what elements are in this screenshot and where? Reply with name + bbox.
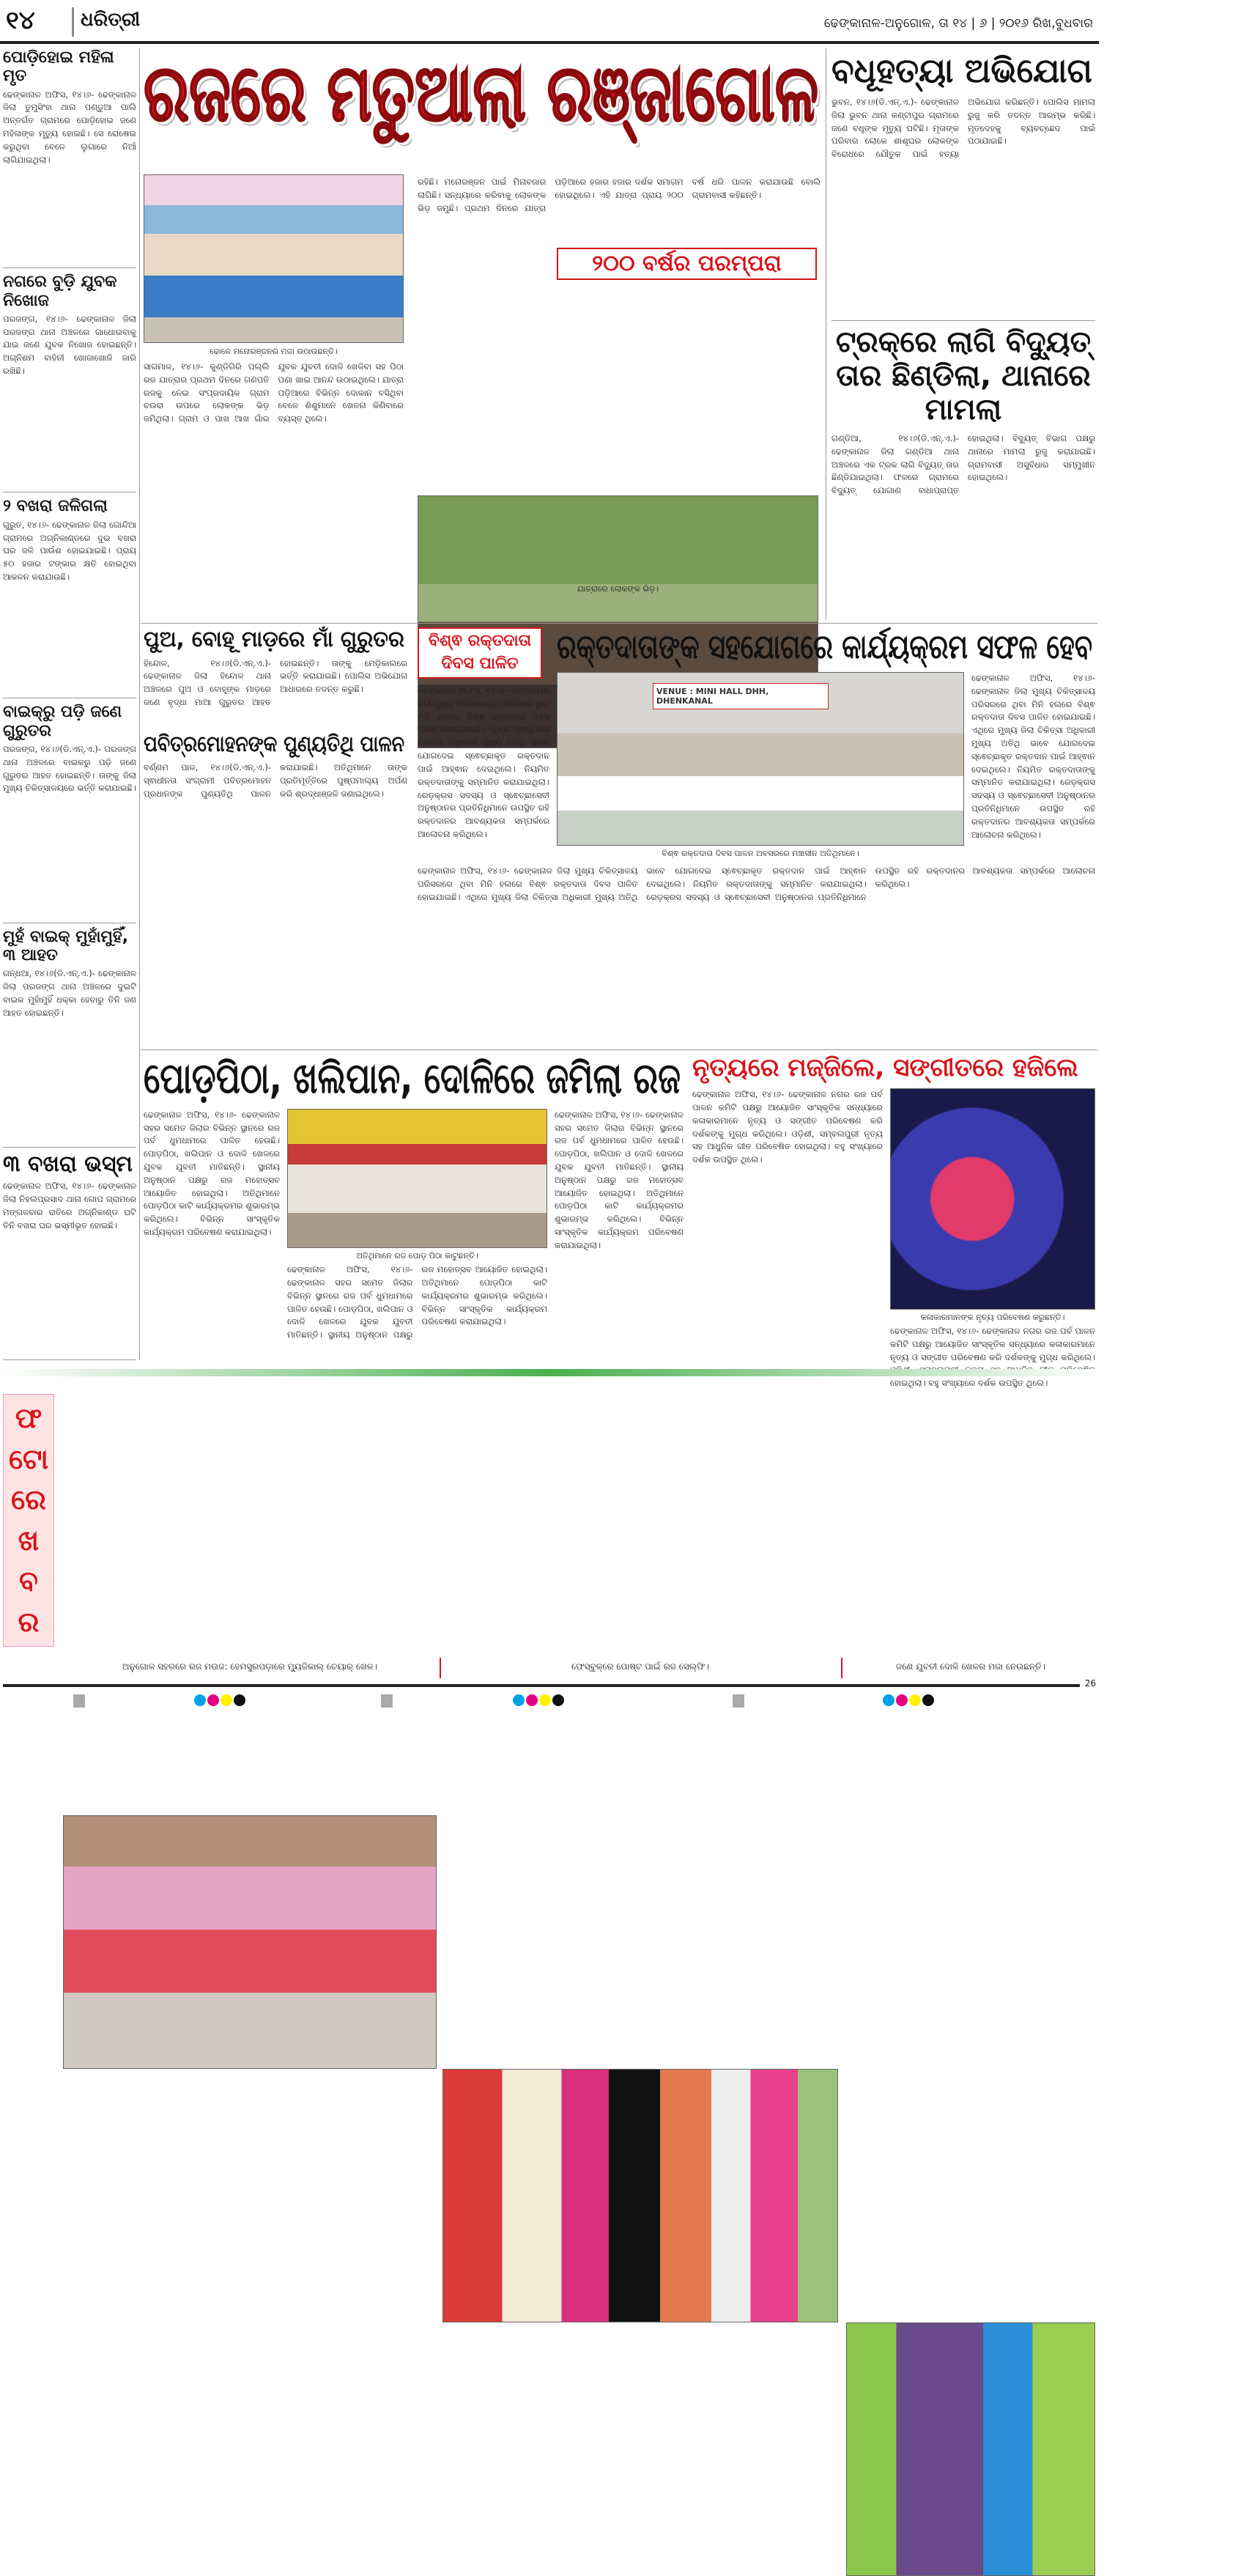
subhead-box-text: ୨୦୦ ବର୍ଷର ପରମ୍ପରା (592, 251, 782, 276)
photo-caption: ଢୋଳେ ମନୋରଞ୍ଜନର ମଜା ଉଠାଉଛନ୍ତି। (210, 347, 338, 356)
color-swatch (513, 1694, 525, 1706)
article-body: ରହିଛି। ମନୋରଞ୍ଜନ ପାଇଁ ମିନାବଜାର ଲାଗିଛି। ସନ୍ଧ୍ୟାରେ କରିବାକୁ ଲୋକଙ୍କ ଭିଡ଼ ଜମୁଛି। ପ୍ରଥମ ଦିନରେ ଯାତ୍ରା ପଡ଼ିଆରେ ହଜାର ହଜାର ଦର୍ଶକ ସମାଗମ ହୋଇଥିଲେ। ଏହି ଯାତ୍ରା ପ୍ରାୟ ୨୦୦ ବର୍ଷ ଧରି ପାଳନ କରାଯାଉଛି ବୋଲି ଗ୍ରାମବାସୀ କହିଛନ୍ତି। (418, 177, 821, 213)
photo-caption: କଳାକାରମାନଙ୍କ ନୃତ୍ୟ ପରିବେଷଣ କରୁଛନ୍ତି। (920, 1312, 1065, 1322)
footer-rule (3, 1684, 1080, 1687)
left-headline: ମୁହଁ ବାଇକ୍ ମୁହାଁମୁହିଁ, ୩ ଆହତ (3, 927, 129, 964)
headline-blood-donors (557, 627, 1095, 666)
cmyk-swatches (883, 1694, 936, 1709)
cmyk-swatches (513, 1694, 566, 1709)
photo-caption: ଅନୁଗୋଳ ସହରରେ ରଜ ମଉଜ: ହେମସୁରପଡ଼ାରେ ମ୍ୟୁଜିକାଲ୍ ଚେୟାର୍ ଖେଳ। (122, 1661, 377, 1672)
article-body: ଢେଙ୍କାନାଳ ଅଫିସ, ୧୪।୬- ଢେଙ୍କାନାଳ ସହର ସମେତ ଜିଲାର ବିଭିନ୍ନ ସ୍ଥାନରେ ରଜ ପର୍ବ ଧୁମଧାମରେ ପାଳିତ ହେଉଛି। ପୋଡ଼ପିଠା, ଖଲିପାନ ଓ ଦୋଳି ଖେଳରେ ଯୁବକ ଯୁବତୀ ମାତିଛନ୍ତି। ସ୍ଥାନୀୟ ଅନୁଷ୍ଠାନ ପକ୍ଷରୁ ରଜ ମହୋତ୍ସବ ଆୟୋଜିତ ହୋଇଥିଲା। ଅତିଥିମାନେ ପୋଡ଼ପିଠା କାଟି କାର୍ଯ୍ୟକ୍ରମର ଶୁଭାରମ୍ଭ କରିଥିଲେ। ବିଭିନ୍ନ ସାଂସ୍କୃତିକ କାର୍ଯ୍ୟକ୍ରମ ପରିବେଷଣ କରାଯାଇଥିଲା। (287, 1264, 547, 1340)
column-divider (139, 48, 140, 1360)
article-body: ବର୍ଣ୍ଣମ ପାଳ, ୧୪।୬(ଡି.ଏନ୍.ଏ.)- ସ୍ଵାଧୀନତା ସଂଗ୍ରାମୀ ପବିତ୍ରମୋହନ ପ୍ରଧାନଙ୍କ ପୁଣ୍ୟତିଥି ପାଳନ କରାଯାଇଛି। ଅତିଥିମାନେ ତାଙ୍କ ପ୍ରତିମୂର୍ତ୍ତିରେ ପୁଷ୍ପମାଲ୍ୟ ଅର୍ପଣ କରି ଶ୍ରଦ୍ଧାଞ୍ଜଳି ଜଣାଇଥିଲେ। (144, 762, 407, 799)
headline-mother-beaten (144, 627, 407, 653)
color-swatch (207, 1694, 219, 1706)
left-headline: ବାଇକ୍‌ରୁ ପଡ଼ି ଜଣେ ଗୁରୁତର (3, 703, 122, 740)
caption-divider (440, 1658, 441, 1678)
cmyk-swatches (194, 1694, 247, 1709)
headline-text: ବଧୂହତ୍ୟା ଅଭିଯୋଗ (831, 51, 1092, 90)
divider (3, 1147, 136, 1148)
headline-raja-festival (144, 1054, 684, 1103)
photo-feature-title (3, 1394, 54, 1647)
color-swatch (883, 1694, 894, 1706)
article-body: ଢେଙ୍କାନାଳ ଅଫିସ, ୧୪।୬- ଢେଙ୍କାନାଳ ନଗର ରଜ ପର୍ବ ପାଳନ କମିଟି ପକ୍ଷରୁ ଆୟୋଜିତ ସାଂସ୍କୃତିକ ସନ୍ଧ୍ୟାରେ କଳାକାରମାନେ ନୃତ୍ୟ ଓ ସଙ୍ଗୀତ ପରିବେଷଣ କରି ଦର୍ଶକଙ୍କୁ ମୁଗ୍ଧ କରିଥିଲେ। ହୋଇଥିଲା। ବହୁ ସଂଖ୍ୟାରେ ଦର୍ଶକ ଉପସ୍ଥିତ ଥିଲେ। (890, 1326, 1095, 1389)
blood-donor-day-box: ବିଶ୍ଵ ରକ୍ତଦାତା ଦିବସ ପାଳିତ (418, 627, 542, 679)
color-swatch (922, 1694, 934, 1706)
headline-text: ରକ୍ତଦାତାଙ୍କ ସହଯୋଗରେ କାର୍ଯ୍ୟକ୍ରମ ସଫଳ ହେବ (557, 627, 1092, 666)
photo-caption: ଫେସ୍‌ବୁକ୍‌ରେ ପୋଷ୍ଟ ପାଇଁ ରଜ ସେଲ୍‌ଫି। (571, 1661, 709, 1672)
rides-photo (144, 174, 404, 343)
article-body: ପରଜଙ୍ଗ, ୧୪।୬- ଢେଙ୍କାନାଳ ଜିଲା ପରଜଙ୍ଗ ଥାନା ଅଞ୍ଚଳରେ ଗାଧୋଇବାକୁ ଯାଇ ଜଣେ ଯୁବକ ନିଖୋଜ ହୋଇଛନ୍ତି। ଅଗ୍ନିଶମ ବାହିନୀ ଖୋଜାଖୋଜି ଜାରି ରଖିଛି। (3, 313, 136, 377)
pitha-cutting-photo (287, 1109, 547, 1248)
headline-dance-music (692, 1054, 1095, 1082)
left-headline: ୨ ବଖରା ଜଳିଗଲା (3, 497, 108, 516)
right-column (831, 51, 1095, 619)
feature-title-char: ବ (19, 1565, 38, 1598)
dance-music-story (692, 1053, 1095, 1389)
raja-festival-story (144, 1054, 684, 1363)
feature-top-rule (0, 1369, 1099, 1376)
feature-title-char: ଖ (18, 1524, 40, 1557)
article-body: ଢେଙ୍କାନାଳ ଅଫିସ, ୧୪।୬- ଢେଙ୍କାନାଳ ଜିଲା ତୁମୁସିଂହା ଥାନା ପଣ୍ଡୁଆ ପାଲି ଅନ୍ତର୍ଗତ ଗ୍ରାମରେ ପୋଡ଼ିହୋଇ ଜଣେ ମହିଳାଙ୍କ ମୃତ୍ୟୁ ହୋଇଛି। ସେ ରୋଷେଇ କରୁଥିବା ବେଳେ ଲୁଗାରେ ନିଆଁ ଲାଗିଯାଇଥିଲା। (3, 89, 136, 165)
color-swatch (552, 1694, 564, 1706)
photo-caption: ଅତିଥିମାନେ ରଜ ପୋଡ଼ ପିଠା କାଟୁଛନ୍ତି। (356, 1250, 478, 1261)
folio-number: 26 (1084, 1678, 1096, 1689)
headline-dowry-death (831, 51, 1095, 90)
gray-swatch (381, 1694, 393, 1708)
gray-swatch (733, 1694, 744, 1708)
color-swatch (896, 1694, 908, 1706)
photo-caption: ଜଣେ ଯୁବତୀ ଦୋଳି ଖେଳର ମଜା ନେଉଛନ୍ତି। (895, 1661, 1046, 1672)
article-body: ଢେଙ୍କାନାଳ ଅଫିସ, ୧୪।୬- ଢେଙ୍କାନାଳ ଜିଲା ମୁଖ୍ୟ ଚିକିତ୍ସାଳୟ ପରିସରରେ ଥିବା ମିନି ହଲରେ ବିଶ୍ଵ ରକ୍ତଦାତା ଦିବସ ପାଳିତ ହୋଇଯାଇଛି। ଏଥିରେ ମୁଖ୍ୟ ଜିଲା ଚିକିତ୍ସା ଅଧିକାରୀ ମୁଖ୍ୟ ଅତିଥି ଭାବେ ଯୋଗଦେଇ ସ୍ଵେଚ୍ଛାକୃତ ରକ୍ତଦାନ ପାଇଁ ଆହ୍ଵାନ ଦେଇଥିଲେ। ନିୟମିତ ରକ୍ତଦାତାଙ୍କୁ ସମ୍ମାନିତ କରାଯାଇଥିଲା। ରେଡ଼କ୍ରସ ସଦସ୍ୟ ଓ ସ୍ଵେଚ୍ଛାସେବୀ ଅନୁଷ୍ଠାନର ପ୍ରତିନିଧିମାନେ ଉପସ୍ଥିତ ରହି ରକ୍ତଦାନର ଆବଶ୍ୟକତା ସମ୍ପର୍କରେ ଆଲୋଚନା କରିଥିଲେ। (418, 866, 1095, 902)
color-swatch (526, 1694, 538, 1706)
headline-text: ପୁଅ, ବୋହୂ ମାଡ଼ରେ ମାଁ ଗୁରୁତର (144, 627, 404, 652)
left-headline: ୩ ବଖରା ଭସ୍ମ (3, 1151, 133, 1177)
left-headline: ନଗରେ ବୁଡ଼ି ଯୁବକ ନିଖୋଜ (3, 273, 117, 310)
article-body: ପରଜଙ୍ଗ, ୧୪।୬(ଡି.ଏନ୍.ଏ.)- ପରଜଙ୍ଗ ଥାନା ଅଞ୍ଚଳରେ ବାଇକରୁ ପଡ଼ି ଜଣେ ଗୁରୁତର ଆହତ ହୋଇଛନ୍ତି। ତାଙ୍କୁ ଜିଲା ମୁଖ୍ୟ ଚିକିତ୍ସାଳୟରେ ଭର୍ତ୍ତି କରାଯାଇଛି। (3, 744, 136, 794)
dance-photo (890, 1088, 1095, 1310)
article-body: ହିନ୍ଦୋଳ, ୧୪।୬(ଡି.ଏନ୍.ଏ.)- ଢେଙ୍କାନାଳ ଜିଲା ହିନ୍ଦୋଳ ଥାନା ଅଞ୍ଚଳରେ ପୁଅ ଓ ବୋହୂଙ୍କ ମାଡ଼ରେ ଜଣେ ବୃଦ୍ଧା ମାଆ ଗୁରୁତର ଆହତ ହୋଇଛନ୍ତି। ତାଙ୍କୁ ମେଡ଼ିକାଲରେ ଭର୍ତ୍ତି କରାଯାଇଛି। ପୋଲିସ ଅଭିଯୋଗ ଆଧାରରେ ତଦନ୍ତ କରୁଛି। (144, 657, 407, 707)
caption-divider (841, 1658, 842, 1678)
left-headline: ପୋଡ଼ିହୋଇ ମହିଳା ମୃତ (3, 48, 114, 86)
main-headline (144, 48, 821, 151)
color-swatch (194, 1694, 206, 1706)
feature-title-char: ଫ (15, 1402, 42, 1435)
feature-title-char: ରେ (11, 1483, 46, 1516)
headline-death-anniversary (144, 732, 407, 758)
selfie-photo (442, 2069, 838, 2322)
color-swatch (234, 1694, 245, 1706)
left-column (3, 48, 136, 1360)
article-body: ଭୁବନ, ୧୪।୬(ଡି.ଏନ୍.ଏ.)- ଢେଙ୍କାନାଳ ଜିଲା ଭୁବନ ଥାନା କଣ୍ଟାପୁର ଗ୍ରାମରେ ଜଣେ ବଧୂଙ୍କ ମୃତ୍ୟୁ ଘଟିଛି। ମୃତାଙ୍କ ପରିବାର ଲୋକେ ଶାଶୂଘର ଲୋକଙ୍କ ବିରୋଧରେ ଯୌତୁକ ପାଇଁ ହତ୍ୟା ଅଭିଯୋଗ କରିଛନ୍ତି। ପୋଲିସ ମାମଲା ରୁଜୁ କରି ତଦନ୍ତ ଆରମ୍ଭ କରିଛି। ମୃତଦେହକୁ ବ୍ୟବଚ୍ଛେଦ ପାଇଁ ପଠାଯାଇଛି। (831, 96, 1095, 160)
header-divider (72, 7, 74, 37)
print-registration-marks (0, 1694, 1099, 1709)
article-body: ଢେଙ୍କାନାଳ ଅଫିସ, ୧୪।୬- ଢେଙ୍କାନାଳ ଜିଲା ନିହଲପ୍ରସାଦ ଥାନା ଗୋପ ଗ୍ରାମରେ ମଙ୍ଗଳବାର ରାତିରେ ଅଗ୍ନିକାଣ୍ଡ ଘଟି ତିନି ବଖରା ଘର ଭସ୍ମୀଭୂତ ହୋଇଛି। (3, 1181, 136, 1230)
dateline: ଢେଙ୍କାନାଳ-ଅନୁଗୋଳ, ତା ୧୪ | ୬ | ୨୦୧୬ ରିଖ,ବୁଧବାର (823, 16, 1093, 31)
divider (831, 320, 1095, 321)
divider (3, 267, 136, 268)
divider (141, 623, 1097, 624)
header-rule (0, 41, 1099, 44)
article-body: ଗନ୍ଧଆ, ୧୪।୬(ଡି.ଏନ୍.ଏ.)- ଢେଙ୍କାନାଳ ଜିଲା ପରଜଙ୍ଗ ଥାନା ଅଞ୍ଚଳରେ ଦୁଇଟି ବାଇକ ମୁହାଁମୁହିଁ ଧକ୍କା ହେବାରୁ ତିନି ଜଣ ଆହତ ହୋଇଛନ୍ତି। (3, 968, 136, 1018)
photo-caption: ଯାତ୍ରାରେ ଲୋକଙ୍କ ଭିଡ଼। (577, 584, 659, 594)
divider (141, 1049, 1097, 1050)
middle-left-column (144, 627, 407, 1047)
article-body: ଗଣ୍ଡିଆ, ୧୪।୬(ଡି.ଏନ୍.ଏ.)- ଢେଙ୍କାନାଳ ଜିଲା ଗଣ୍ଡିଆ ଥାନା ଅଞ୍ଚଳରେ ଏକ ଟ୍ରକ ଲାଗି ବିଦ୍ୟୁତ୍ ତାର ଛିଣ୍ଡିଯାଇଥିଲା। ଫଳରେ ଗ୍ରାମରେ ବିଦ୍ୟୁତ୍ ଯୋଗାଣ ବାଧାପ୍ରାପ୍ତ ହୋଇଥିଲା। ବିଦ୍ୟୁତ୍ ବିଭାଗ ପକ୍ଷରୁ ଥାନାରେ ମାମଲା ରୁଜୁ କରାଯାଇଛି। ଗ୍ରାମବାସୀ ଅସୁବିଧାର ସମ୍ମୁଖୀନ ହୋଇଥିଲେ। (831, 432, 1095, 496)
color-swatch (539, 1694, 551, 1706)
blood-donor-event-photo (557, 672, 964, 846)
divider (3, 1359, 136, 1360)
article-body: ଢେଙ୍କାନାଳ ଅଫିସ, ୧୪।୬- ଢେଙ୍କାନାଳ ସହର ସମେତ ଜିଲାର ବିଭିନ୍ନ ସ୍ଥାନରେ ରଜ ପର୍ବ ଧୁମଧାମରେ ପାଳିତ ହେଉଛି। ପୋଡ଼ପିଠା, ଖଲିପାନ ଓ ଦୋଳି ଖେଳରେ ଯୁବକ ଯୁବତୀ ମାତିଛନ୍ତି। ସ୍ଥାନୀୟ ଅନୁଷ୍ଠାନ ପକ୍ଷରୁ ରଜ ମହୋତ୍ସବ ଆୟୋଜିତ ହୋଇଥିଲା। ଅତିଥିମାନେ ପୋଡ଼ପିଠା କାଟି କାର୍ଯ୍ୟକ୍ରମର ଶୁଭାରମ୍ଭ କରିଥିଲେ। ବିଭିନ୍ନ ସାଂସ୍କୃତିକ କାର୍ଯ୍ୟକ୍ରମ ପରିବେଷଣ କରାଯାଇଥିଲା। (144, 1109, 280, 1237)
gray-swatch (73, 1694, 85, 1708)
article-body: ଗୁରୁତ, ୧୪।୬- ଢେଙ୍କାନାଳ ଜିଲା ଗୋନ୍ଦିଆ ଗ୍ରାମରେ ଅଗ୍ନିକାଣ୍ଡରେ ଦୁଇ ବଖରା ଘର ଜଳି ପାଉଁଶ ହୋଇଯାଇଛି। ପ୍ରାୟ ୫୦ ହଜାର ଟଙ୍କାର କ୍ଷତି ହୋଇଥିବା ଆକଳନ କରାଯାଉଛି। (3, 519, 136, 583)
event-banner: VENUE : MINI HALL DHH, DHENKANAL (653, 683, 829, 709)
article-body: ଢେଙ୍କାନାଳ ଅଫିସ, ୧୪।୬- ଢେଙ୍କାନାଳ ଜିଲା ମୁଖ୍ୟ ଚିକିତ୍ସାଳୟ ପରିସରରେ ଥିବା ମିନି ହଲରେ ବିଶ୍ଵ ରକ୍ତଦାତା ଦିବସ ପାଳିତ ହୋଇଯାଇଛି। ଏଥିରେ ମୁଖ୍ୟ ଜିଲା ଚିକିତ୍ସା ଅଧିକାରୀ ମୁଖ୍ୟ ଅତିଥି ଭାବେ ଯୋଗଦେଇ ସ୍ଵେଚ୍ଛାକୃତ ରକ୍ତଦାନ ପାଇଁ ଆହ୍ଵାନ ଦେଇଥିଲେ। ନିୟମିତ ରକ୍ତଦାତାଙ୍କୁ ସମ୍ମାନିତ କରାଯାଇଥିଲା। ରେଡ଼କ୍ରସ ସଦସ୍ୟ ଓ ସ୍ଵେଚ୍ଛାସେବୀ ଅନୁଷ୍ଠାନର ପ୍ରତିନିଧିମାନେ ଉପସ୍ଥିତ ରହି ରକ୍ତଦାନର ଆବଶ୍ୟକତା ସମ୍ପର୍କରେ ଆଲୋଚନା କରିଥିଲେ। (418, 685, 549, 839)
section-name: ଧରିତ୍ରୀ (81, 9, 141, 31)
headline-text: ପବିତ୍ରମୋହନଙ୍କ ପୁଣ୍ୟତିଥି ପାଳନ (144, 731, 404, 757)
page-number: ୧୪ (6, 6, 35, 35)
headline-text: ନୃତ୍ୟରେ ମଜ୍ଜିଲେ, ସଙ୍ଗୀତରେ ହଜିଲେ (692, 1053, 1078, 1082)
subhead-box (557, 248, 817, 280)
color-swatch (909, 1694, 921, 1706)
feature-title-char: ର (18, 1605, 40, 1638)
main-headline-text: ରଜରେ ମତୁଆଲା ରଞ୍ଜାଗୋଳ (144, 48, 818, 139)
headline-power-line: ଟ୍ରକ୍‌ରେ ଲାଗି ବିଦ୍ୟୁତ୍ ତାର ଛିଣ୍ଡିଲା, ଥାନାରେ ମାମଲା (835, 325, 1092, 427)
headline-text: ପୋଡ଼ପିଠା, ଖଲିପାନ, ଦୋଳିରେ ଜମିଲା ରଜ (144, 1053, 681, 1103)
musical-chairs-photo (63, 1815, 437, 2069)
article-body: ଢେଙ୍କାନାଳ ଅଫିସ, ୧୪।୬- ଢେଙ୍କାନାଳ ସହର ସମେତ ଜିଲାର ବିଭିନ୍ନ ସ୍ଥାନରେ ରଜ ପର୍ବ ଧୁମଧାମରେ ପାଳିତ ହେଉଛି। ପୋଡ଼ପିଠା, ଖଲିପାନ ଓ ଦୋଳି ଖେଳରେ ଯୁବକ ଯୁବତୀ ମାତିଛନ୍ତି। ସ୍ଥାନୀୟ ଅନୁଷ୍ଠାନ ପକ୍ଷରୁ ରଜ ମହୋତ୍ସବ ଆୟୋଜିତ ହୋଇଥିଲା। ଅତିଥିମାନେ ପୋଡ଼ପିଠା କାଟି କାର୍ଯ୍ୟକ୍ରମର ଶୁଭାରମ୍ଭ କରିଥିଲେ। ବିଭିନ୍ନ ସାଂସ୍କୃତିକ କାର୍ଯ୍ୟକ୍ରମ ପରିବେଷଣ କରାଯାଇଥିଲା। (555, 1109, 684, 1250)
photo-caption: ବିଶ୍ଵ ରକ୍ତଦାତା ଦିବସ ପାଳନ ଅବସରରେ ମଞ୍ଚାସୀନ ଅତିଥିମାନେ। (662, 848, 859, 858)
blood-donor-story (557, 627, 1095, 859)
article-body: ଢେଙ୍କାନାଳ ଅଫିସ, ୧୪।୬- ଢେଙ୍କାନାଳ ଜିଲା ମୁଖ୍ୟ ଚିକିତ୍ସାଳୟ ପରିସରରେ ଥିବା ମିନି ହଲରେ ବିଶ୍ଵ ରକ୍ତଦାତା ଦିବସ ପାଳିତ ହୋଇଯାଇଛି। ଏଥିରେ ମୁଖ୍ୟ ଜିଲା ଚିକିତ୍ସା ଅଧିକାରୀ ମୁଖ୍ୟ ଅତିଥି ଭାବେ ଯୋଗଦେଇ ସ୍ଵେଚ୍ଛାକୃତ ରକ୍ତଦାନ ପାଇଁ ଆହ୍ଵାନ ଦେଇଥିଲେ। ନିୟମିତ ରକ୍ତଦାତାଙ୍କୁ ସମ୍ମାନିତ କରାଯାଇଥିଲା। ରେଡ଼କ୍ରସ ସଦସ୍ୟ ଓ ସ୍ଵେଚ୍ଛାସେବୀ ଅନୁଷ୍ଠାନର ପ୍ରତିନିଧିମାନେ ଉପସ୍ଥିତ ରହି ରକ୍ତଦାନର ଆବଶ୍ୟକତା ସମ୍ପର୍କରେ ଆଲୋଚନା କରିଥିଲେ। (971, 672, 1095, 840)
article-body: ଢେଙ୍କାନାଳ ଅଫିସ, ୧୪।୬- ଢେଙ୍କାନାଳ ନଗର ରଜ ପର୍ବ ପାଳନ କମିଟି ପକ୍ଷରୁ ଆୟୋଜିତ ସାଂସ୍କୃତିକ ସନ୍ଧ୍ୟାରେ କଳାକାରମାନେ ନୃତ୍ୟ ଓ ସଙ୍ଗୀତ ପରିବେଷଣ କରି ଦର୍ଶକଙ୍କୁ ମୁଗ୍ଧ କରିଥିଲେ। ଓଡ଼ିଶୀ, ସମ୍ବଲପୁରୀ ନୃତ୍ୟ ସହ ଆଧୁନିକ ଗୀତ ପରିବେଷିତ ହୋଇଥିଲା। ବହୁ ସଂଖ୍ୟାରେ ଦର୍ଶକ ଉପସ୍ଥିତ ଥିଲେ। (692, 1089, 883, 1165)
color-swatch (221, 1694, 232, 1706)
article-body: ସାଗମାଳ, ୧୪।୬- କୁଣ୍ଡିଗିରି ପଲ୍ଲି ରଜ ଯାତ୍ରାର ପ୍ରଥମ ଦିନରେ ଗଣପତି ରଜକୁ ନେଇ ସଂପ୍ରଦାୟିକ ଗ୍ରାମ ଚଉରା ଉପରେ ଲୋକଙ୍କ ଭିଡ଼ ଜମିଥିଲା। ଗ୍ରାମ ଓ ପାଖ ଆଖ ଗାଁର ଯୁବକ ଯୁବତୀ ଦୋଳି ଖେଳିବା ସହ ପିଠା ପଣା ଖାଇ ଆନନ୍ଦ ଉଠାଇଥିଲେ। ଯାତ୍ରା ପଡ଼ିଆରେ ବିଭିନ୍ନ ଦୋକାନ ବସିଥିବା ବେଳେ ଶିଶୁମାନେ ଖେଳନା କିଣିବାରେ ବ୍ୟସ୍ତ ଥିଲେ। (144, 361, 404, 424)
swing-photo (846, 2322, 1095, 2576)
feature-title-char: ଟୋ (8, 1442, 49, 1475)
